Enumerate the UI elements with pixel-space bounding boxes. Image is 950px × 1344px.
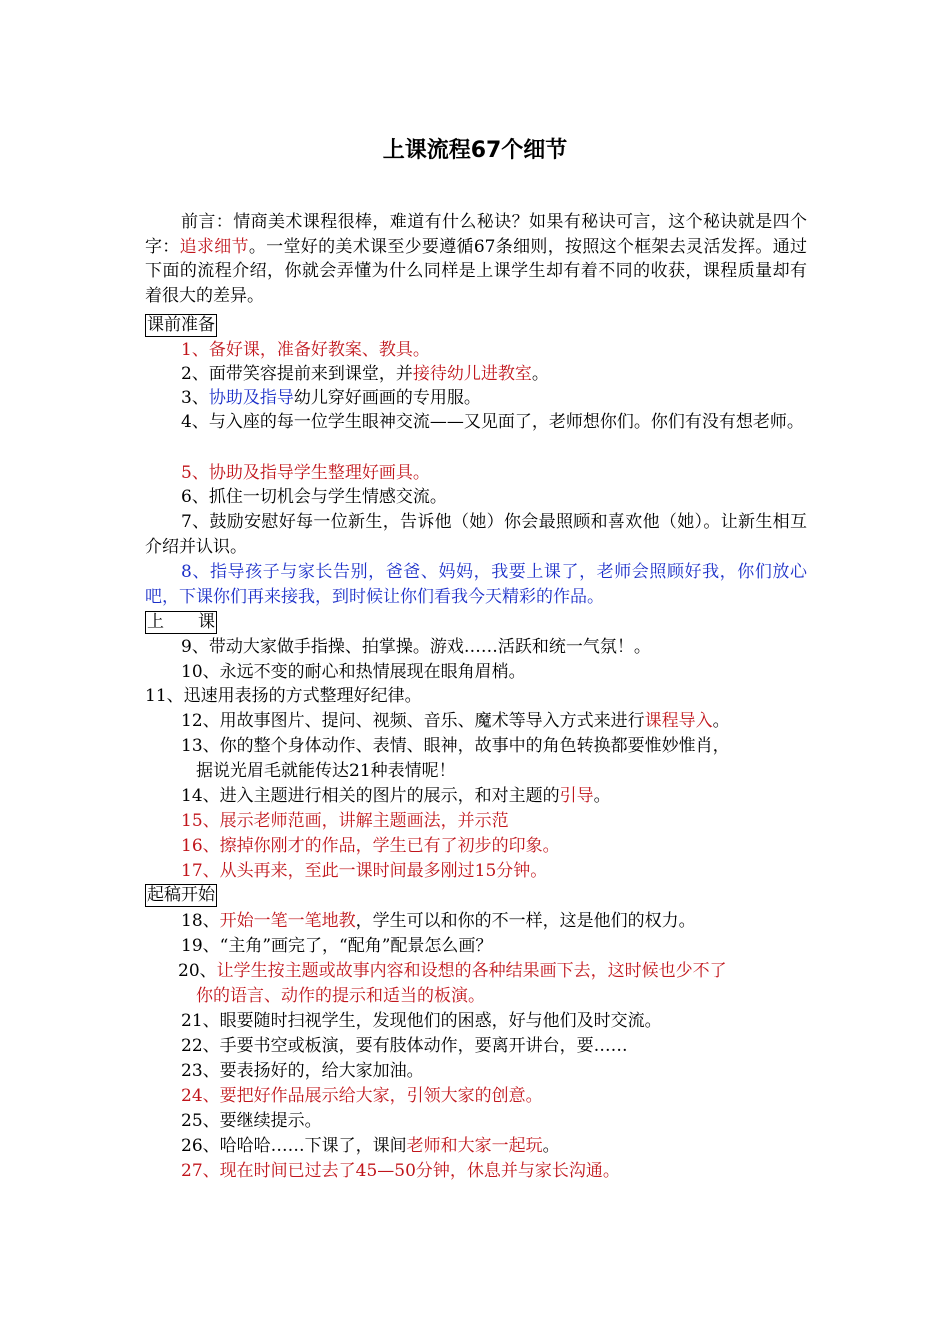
item-20-cont: 你的语言、动作的提示和适当的板演。 <box>196 986 485 1006</box>
item-26-end: 。 <box>542 1136 560 1156</box>
intro-highlight: 追求细节 <box>179 236 249 257</box>
item-2-end: 。 <box>531 364 549 384</box>
item-12-text: 12、用故事图片、提问、视频、音乐、魔术等导入方式来进行 <box>181 711 645 731</box>
item-16: 16、擦掉你刚才的作品，学生已有了初步的印象。 <box>181 836 560 856</box>
item-18 <box>181 909 696 933</box>
item-14-end: 。 <box>593 786 611 806</box>
item-20-highlight: 让学生按主题或故事内容和设想的各种结果画下去，这时候也少不了 <box>216 961 727 981</box>
item-9: 9、带动大家做手指操、拍掌操。游戏……活跃和统一气氛！。 <box>181 637 651 657</box>
item-14 <box>181 784 611 808</box>
item-3 <box>181 386 481 410</box>
item-21: 21、眼要随时扫视学生，发现他们的困惑，好与他们及时交流。 <box>181 1011 662 1031</box>
item-24: 24、要把好作品展示给大家，引领大家的创意。 <box>181 1086 543 1106</box>
item-27: 27、现在时间已过去了45—50分钟，休息并与家长沟通。 <box>181 1161 620 1181</box>
item-2 <box>181 362 549 386</box>
item-18-text: ，学生可以和你的不一样，这是他们的权力。 <box>355 911 696 931</box>
item-12-end: 。 <box>712 711 730 731</box>
item-26-text: 26、哈哈哈……下课了，课间 <box>181 1136 407 1156</box>
item-23: 23、要表扬好的，给大家加油。 <box>181 1061 424 1081</box>
item-14-highlight: 引导 <box>559 786 594 806</box>
item-3-num: 3、 <box>181 388 209 408</box>
item-17: 17、从头再来，至此一课时间最多刚过15分钟。 <box>181 861 548 881</box>
item-6: 6、抓住一切机会与学生情感交流。 <box>181 487 447 507</box>
item-11: 11、迅速用表扬的方式整理好纪律。 <box>145 686 422 706</box>
item-12 <box>181 709 730 733</box>
item-3-highlight: 协助及指导 <box>208 388 294 408</box>
page-title: 上课流程67个细节 <box>382 138 568 163</box>
item-10: 10、永远不变的耐心和热情展现在眼角眉梢。 <box>181 662 526 682</box>
item-3-text: 幼儿穿好画画的专用服。 <box>293 388 481 408</box>
section-heading-prep: 课前准备 <box>147 315 215 335</box>
item-19: 19、“主角”画完了，“配角”配景怎么画？ <box>181 936 493 956</box>
item-26-highlight: 老师和大家一起玩 <box>406 1136 543 1156</box>
item-20 <box>178 959 727 983</box>
intro-text: 前言：情商美术课程很棒，难道有什么秘诀？如果有秘诀可言，这个秘诀就是四个字： <box>145 212 807 257</box>
item-18-num: 18、 <box>181 911 220 931</box>
item-12-highlight: 课程导入 <box>644 711 713 731</box>
item-1: 1、备好课，准备好教案、教具。 <box>181 340 430 360</box>
item-22: 22、手要书空或板演，要有肢体动作，要离开讲台，要…… <box>181 1036 628 1056</box>
item-20-num: 20、 <box>178 961 217 981</box>
item-25: 25、要继续提示。 <box>181 1111 322 1131</box>
item-18-highlight: 开始一笔一笔地教 <box>219 911 356 931</box>
item-13: 13、你的整个身体动作、表情、眼神，故事中的角色转换都要惟妙惟肖， <box>181 736 730 756</box>
item-8: 8、指导孩子与家长告别，爸爸、妈妈，我要上课了，老师会照顾好我，你们放心吧，下课你们再来接我，到时候让你们看我今天精彩的作品。 <box>145 562 807 607</box>
section-heading-draft: 起稿开始 <box>147 885 215 905</box>
item-15: 15、展示老师范画，讲解主题画法，并示范 <box>181 811 509 831</box>
item-5: 5、协助及指导学生整理好画具。 <box>181 463 430 483</box>
item-2-highlight: 接待幼儿进教室 <box>412 364 532 384</box>
section-heading-class: 上 课 <box>147 612 215 632</box>
intro-text-cont: 。一堂好的美术课至少要遵循67条细则，按照这个框架去灵活发挥。通过下面的流程介绍，你就会弄懂为什么同样是上课学生却有着不同的收获，课程质量却有着很大的差异。 <box>145 236 808 306</box>
item-26 <box>181 1134 560 1158</box>
intro-paragraph <box>145 210 807 308</box>
item-14-text: 14、进入主题进行相关的图片的展示，和对主题的 <box>181 786 560 806</box>
item-7: 7、鼓励安慰好每一位新生，告诉他（她）你会最照顾和喜欢他（她）。让新生相互介绍并认识。 <box>145 512 807 557</box>
item-13-cont: 据说光眉毛就能传达21种表情呢！ <box>196 761 456 781</box>
item-4: 4、与入座的每一位学生眼神交流——又见面了，老师想你们。你们有没有想老师。 <box>181 412 804 432</box>
item-2-text: 2、面带笑容提前来到课堂，并 <box>181 364 413 384</box>
